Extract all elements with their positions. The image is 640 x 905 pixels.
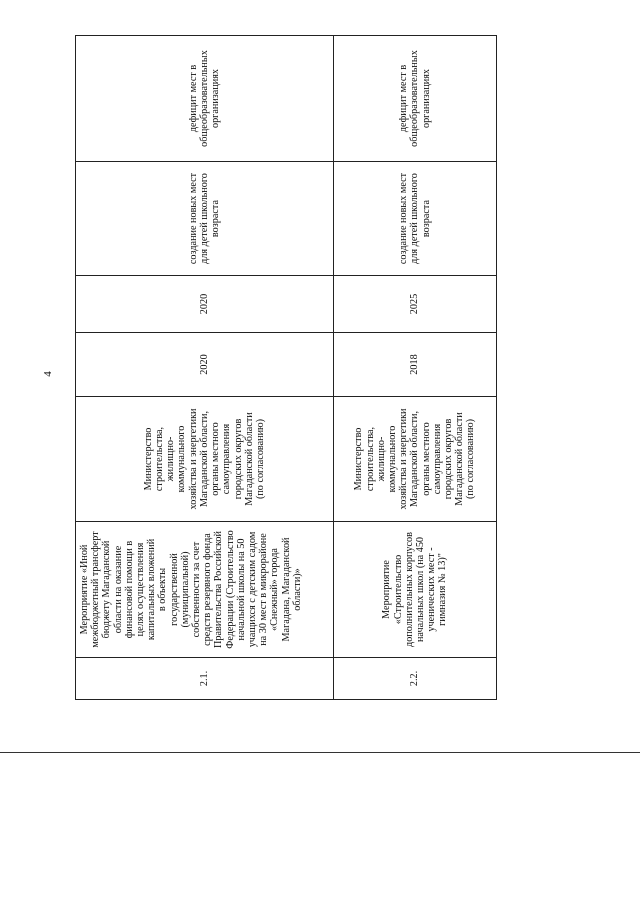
row-number: 2.1. <box>76 658 334 700</box>
end-year-cell: 2020 <box>76 276 334 333</box>
table-row <box>334 36 497 700</box>
executor-cell <box>76 397 334 522</box>
program-table <box>75 35 497 700</box>
result-cell <box>76 162 334 276</box>
problem-text: дефицит мест в общеобразовательных организациях <box>187 50 222 147</box>
event-cell <box>76 522 334 658</box>
problem-text: дефицит мест в общеобразовательных организациях <box>398 50 432 147</box>
row-number: 2.2. <box>334 658 497 700</box>
start-year-cell: 2018 <box>334 333 497 397</box>
executor-text: Министерство строительства, жилищно- коммунального хозяйства и энергетики Магаданской области, органы местного самоуправления городских округов Магаданской области (по согласованию) <box>353 408 477 510</box>
event-text: Мероприятие «Иной межбюджетный трансферт бюджету Магаданской области на оказание финансовой помощи в целях осуществления капитальных вложений в объекты государственной (муниципальной) собственности за счет средств резервного фонда Правительства Российской Федерации (Строительство начальной школы на 50 учащихся с детским садом на 30 мест в микрорайоне «Снежный» города Магадана, Магаданской области)» <box>79 530 303 649</box>
rotated-table <box>75 36 496 700</box>
horizontal-rule <box>0 752 640 753</box>
problem-cell <box>334 36 497 162</box>
result-text: создание новых мест для детей школьного возраста <box>398 172 432 265</box>
executor-cell <box>334 397 497 522</box>
end-year-cell: 2025 <box>334 276 497 333</box>
result-text: создание новых мест для детей школьного возраста <box>187 172 222 265</box>
start-year-cell: 2020 <box>76 333 334 397</box>
table-row <box>76 36 334 700</box>
page-number: 4 <box>42 371 54 377</box>
event-cell <box>334 522 497 658</box>
problem-cell <box>76 36 334 162</box>
rotated-table-container <box>75 36 496 700</box>
result-cell <box>334 162 497 276</box>
executor-text: Министерство строительства, жилищно- коммунального хозяйства и энергетики Магаданской области, органы местного самоуправления городских округов Магаданской области (по согласованию) <box>142 408 266 510</box>
event-text: Мероприятие «Строительство дополнительных корпусов начальных школ (на 450 ученических мест - гимназия № 13)" <box>381 532 449 647</box>
